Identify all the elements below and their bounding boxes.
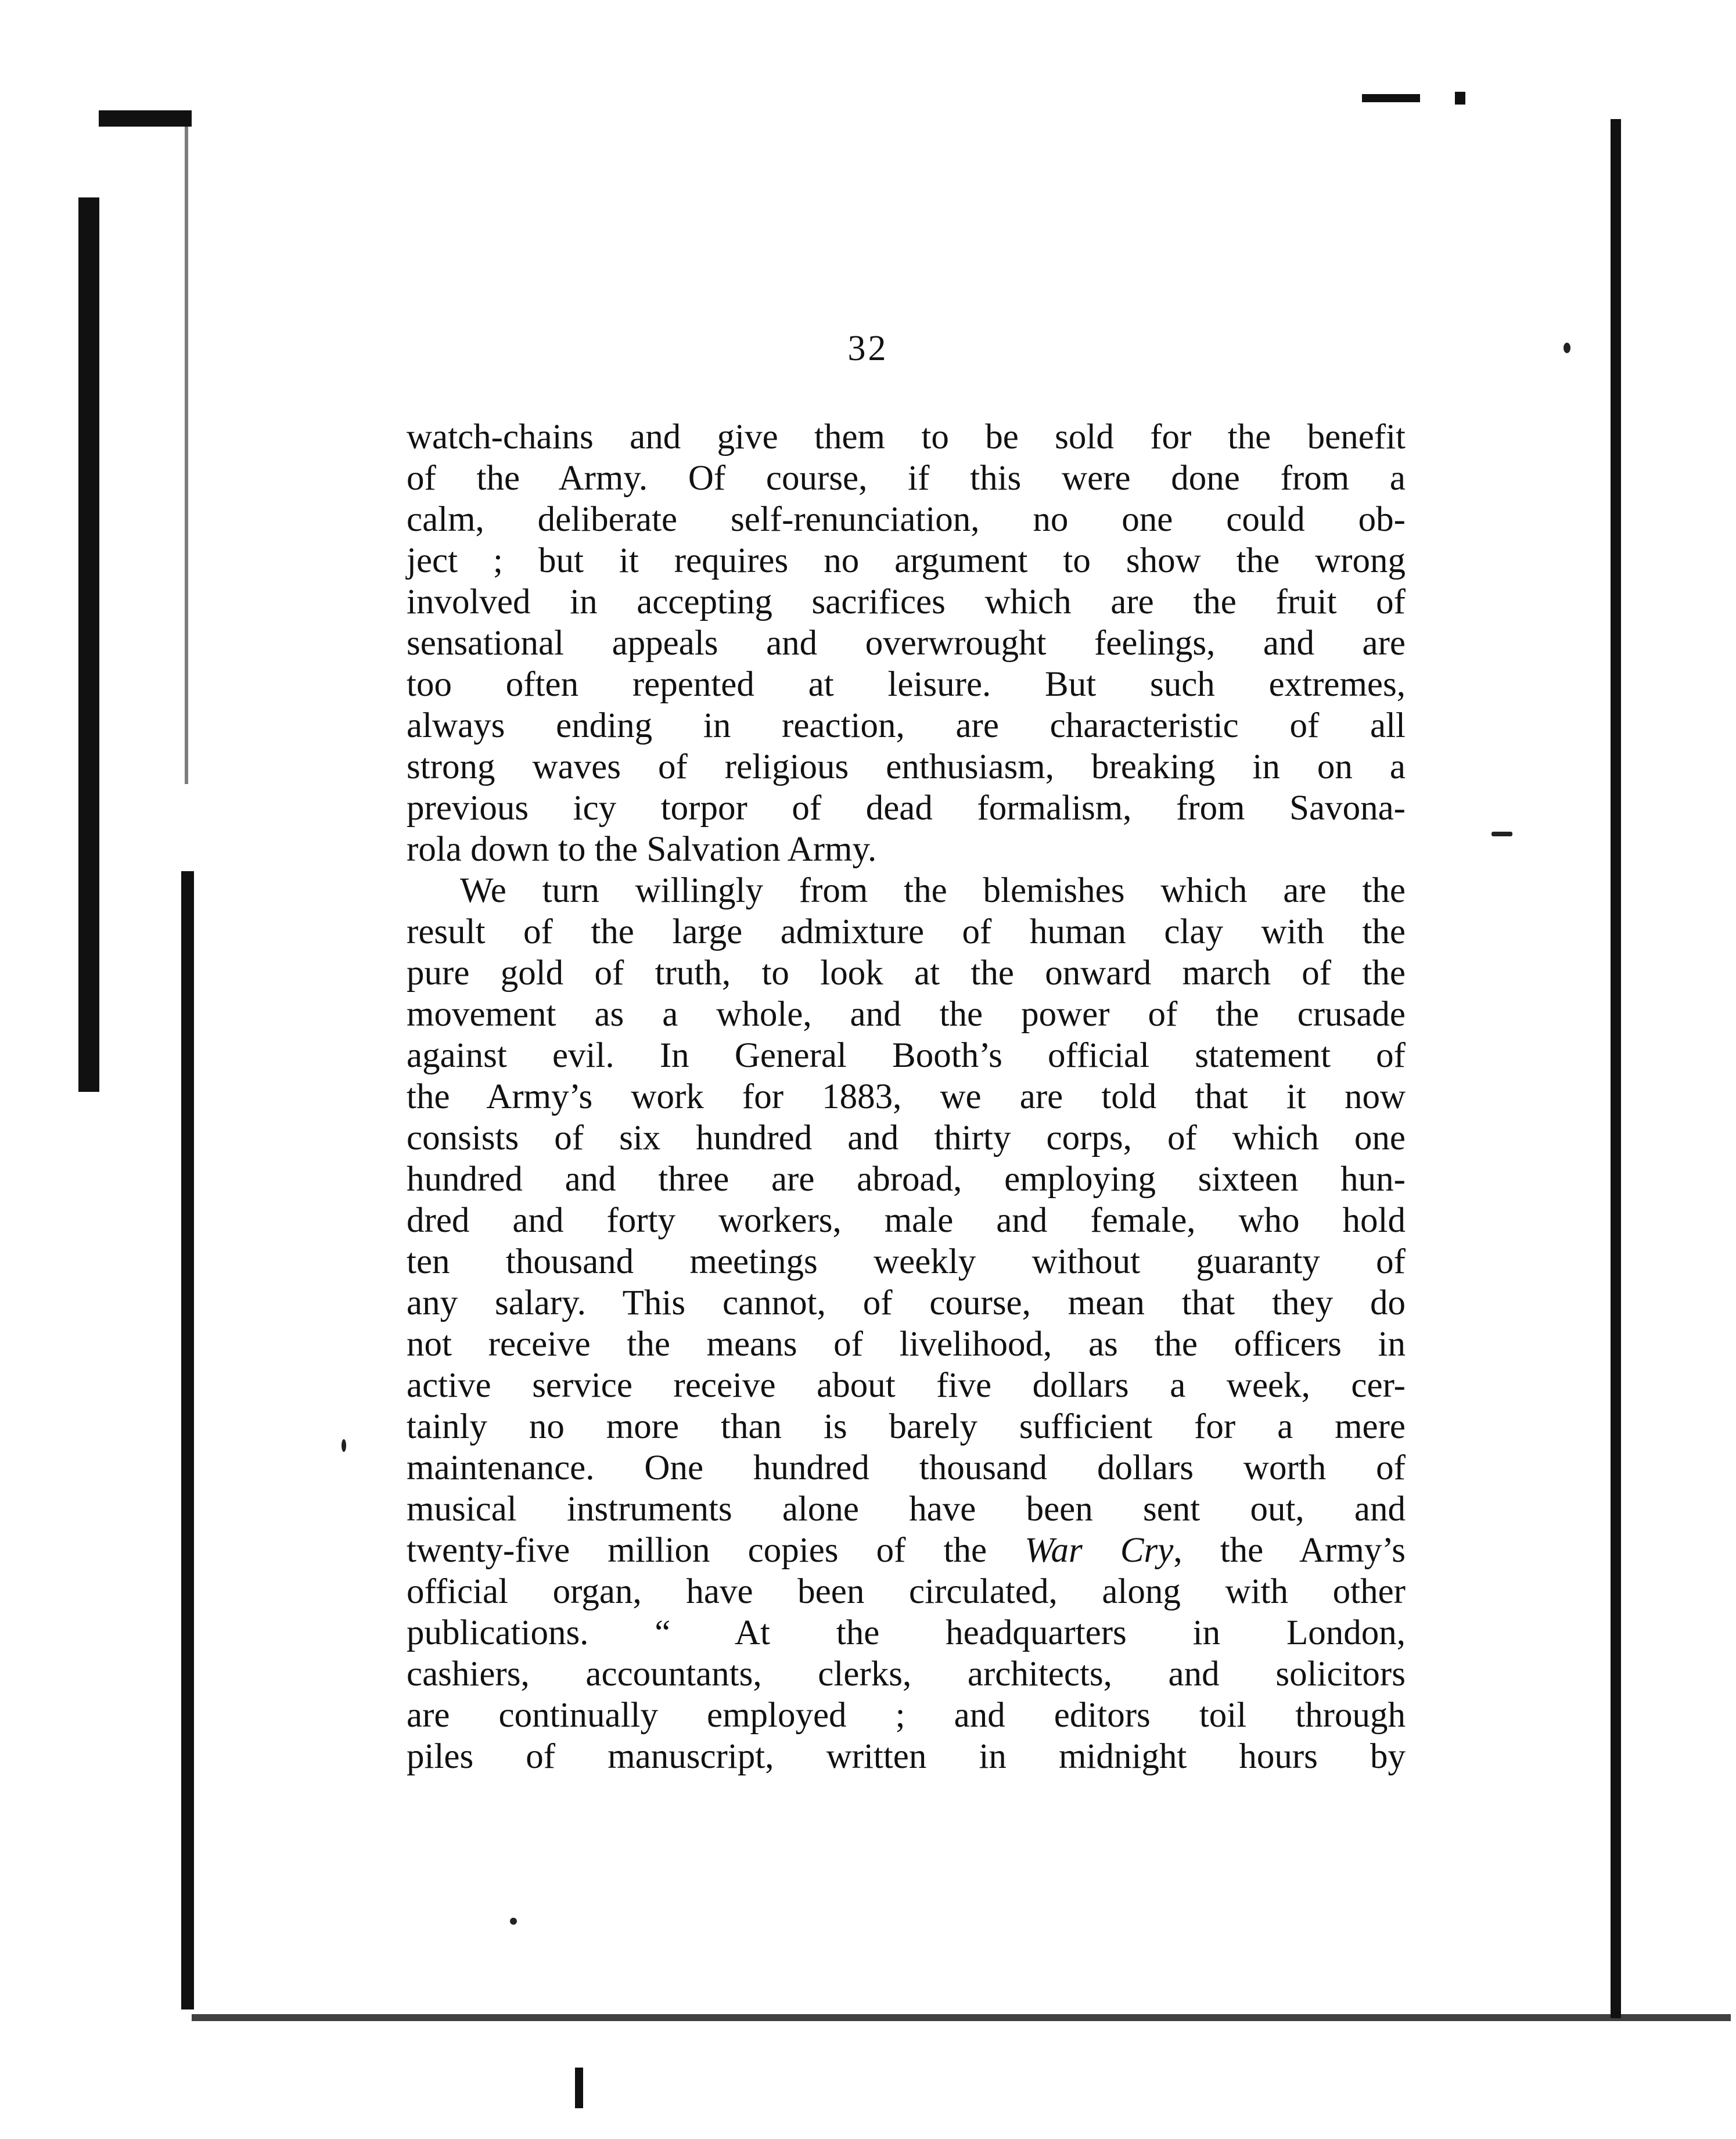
text-line: are continually employed ; and editors toil through [407, 1696, 1406, 1735]
text-line: pure gold of truth, to look at the onward march of the [407, 954, 1406, 993]
text-line: hundred and three are abroad, employing sixteen hun- [407, 1160, 1406, 1199]
scan-mark-bottom [575, 2068, 583, 2108]
text-line: official organ, have been circulated, along with other [407, 1572, 1406, 1611]
text-line: too often repented at leisure. But such extremes, [407, 665, 1406, 704]
scan-mark-top-right-dot [1455, 92, 1465, 105]
text-line: movement as a whole, and the power of the crusade [407, 995, 1406, 1034]
scan-border-right [1611, 119, 1621, 2018]
text-line: any salary. This cannot, of course, mean that they do [407, 1284, 1406, 1322]
text-line: ten thousand meetings weekly without guaranty of [407, 1242, 1406, 1281]
dust-speck [510, 1918, 517, 1925]
text-line: sensational appeals and overwrought feelings, and are [407, 624, 1406, 663]
dust-speck [1491, 832, 1512, 836]
text-line: not receive the means of livelihood, as the officers in [407, 1325, 1406, 1364]
text-line: publications. “ At the headquarters in London, [407, 1613, 1406, 1652]
text-line: tainly no more than is barely sufficient for a mere [407, 1407, 1406, 1446]
scan-border-left-lower [181, 871, 194, 2009]
text-line: cashiers, accountants, clerks, architects, and solicitors [407, 1655, 1406, 1694]
text-line: the Army’s work for 1883, we are told that it now [407, 1077, 1406, 1116]
text-line: strong waves of religious enthusiasm, breaking in on a [407, 747, 1406, 786]
text-line: dred and forty workers, male and female, who hold [407, 1201, 1406, 1240]
text-line: result of the large admixture of human clay with the [407, 912, 1406, 951]
text-line: maintenance. One hundred thousand dollars worth of [407, 1448, 1406, 1487]
text-line: calm, deliberate self-renunciation, no one could ob- [407, 500, 1406, 539]
text-line: previous icy torpor of dead formalism, from Savona- [407, 789, 1406, 828]
text-segment: , the Army’s [1173, 1531, 1406, 1570]
text-line: active service receive about five dollars a week, cer- [407, 1366, 1406, 1405]
text-segment: twenty-five million copies of the [407, 1531, 1025, 1570]
text-line: musical instruments alone have been sent out, and [407, 1490, 1406, 1529]
text-line: against evil. In General Booth’s official statement of [407, 1036, 1406, 1075]
scan-border-top-left [99, 110, 192, 127]
scan-mark-top-right [1362, 94, 1420, 102]
text-line: consists of six hundred and thirty corps, of which one [407, 1119, 1406, 1157]
text-line: rola down to the Salvation Army. [407, 830, 877, 869]
dust-speck [342, 1439, 346, 1452]
text-line: ject ; but it requires no argument to show the wrong [407, 541, 1406, 580]
scan-border-left-thin [185, 110, 188, 784]
text-line: piles of manuscript, written in midnight hours by [407, 1737, 1406, 1776]
scan-border-bottom [192, 2014, 1731, 2021]
text-line: involved in accepting sacrifices which are the fruit of [407, 583, 1406, 621]
text-line: watch-chains and give them to be sold for the benefit [407, 418, 1406, 456]
text-line-with-italic [407, 1530, 1406, 1571]
publication-title: War Cry [1025, 1531, 1174, 1570]
text-line: of the Army. Of course, if this were done from a [407, 459, 1406, 498]
page-number: 32 [847, 329, 889, 368]
paragraph-start-line: We turn willingly from the blemishes which are the [460, 871, 1406, 910]
text-line: always ending in reaction, are characteristic of all [407, 706, 1406, 745]
